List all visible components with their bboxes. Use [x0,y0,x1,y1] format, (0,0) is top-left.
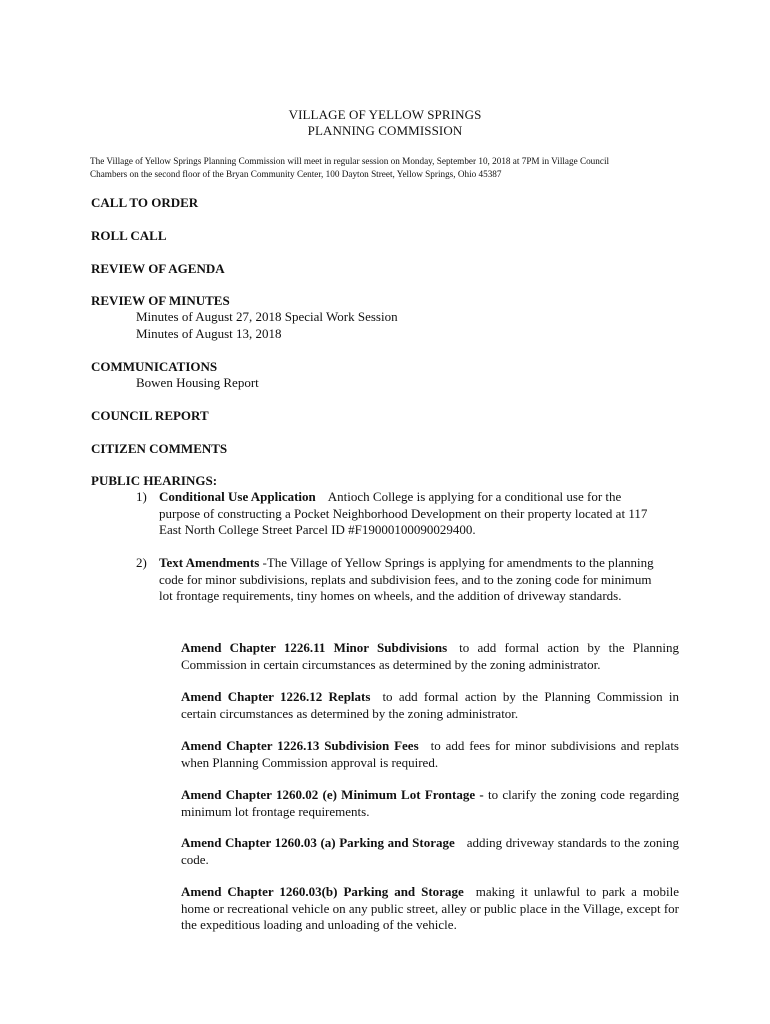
hearing-number: 1) [136,489,147,504]
hearing-title: Text Amendments [159,555,260,570]
document-title: VILLAGE OF YELLOW SPRINGS [288,107,482,122]
hearing-number: 2) [136,555,147,570]
amendment-item [181,738,679,771]
amendment-text: adding driveway standards to the zoning code. [181,835,679,867]
minutes-item: Minutes of August 13, 2018 [136,326,282,341]
section-communications: COMMUNICATIONS [91,359,218,374]
hearing-item [159,489,679,539]
meeting-notice-line-1: The Village of Yellow Springs Planning Commission will meet in regular session on Monday, September 10, 2018 at 7PM in Village Council [90,156,610,166]
amendment-item [181,787,679,820]
section-review-minutes: REVIEW OF MINUTES [91,293,230,308]
amendment-title: Amend Chapter 1260.03(b) Parking and Storage [181,884,464,899]
section-call-to-order: CALL TO ORDER [91,195,199,210]
document-subtitle: PLANNING COMMISSION [307,123,463,138]
amendment-item [181,884,679,934]
section-roll-call: ROLL CALL [91,228,167,243]
hearing-text: code for minor subdivisions, replats and subdivision fees, and to the zoning code for minimum [159,571,652,587]
meeting-notice [90,155,690,181]
amendment-title: Amend Chapter 1226.13 Subdivision Fees [181,738,419,753]
amendment-text: to clarify the zoning code regarding minimum lot frontage requirements. [181,787,680,819]
hearing-text: Antioch College is applying for a conditional use for the [327,489,622,504]
meeting-notice-line-2: Chambers on the second floor of the Bryan Community Center, 100 Dayton Street, Yellow Springs, Ohio 45387 [90,169,502,179]
amendment-title: Amend Chapter 1260.03 (a) Parking and Storage [181,835,455,850]
section-review-agenda: REVIEW OF AGENDA [91,261,225,276]
section-council-report: COUNCIL REPORT [91,408,209,423]
amendment-title: Amend Chapter 1226.11 Minor Subdivisions [181,640,448,655]
amendment-text: to add formal action by the Planning Commission in certain circumstances as determined by the zoning administrator. [181,640,679,672]
amendment-text: making it unlawful to park a mobile home or recreational vehicle on any public street, alley or public place in the Village, except for the expeditious loading and unloading of the vehicle. [181,884,679,932]
hearing-text: lot frontage requirements, tiny homes on wheels, and the addition of driveway standards. [159,588,622,603]
hearing-text: -The Village of Yellow Springs is applying for amendments to the planning [262,555,654,570]
amendment-text: to add fees for minor subdivisions and replats when Planning Commission approval is required. [181,738,679,770]
section-citizen-comments: CITIZEN COMMENTS [91,441,228,456]
amendment-item [181,835,679,868]
amendment-item [181,640,679,673]
minutes-item: Minutes of August 27, 2018 Special Work Session [136,309,398,324]
hearing-text: purpose of constructing a Pocket Neighborhood Development on their property located at 117 [159,505,648,521]
communication-item: Bowen Housing Report [136,375,259,390]
section-public-hearings: PUBLIC HEARINGS: [91,473,218,488]
amendment-title: Amend Chapter 1226.12 Replats [181,689,371,704]
amendment-item [181,689,679,722]
amendment-text: to add formal action by the Planning Commission in certain circumstances as determined by the zoning administrator. [181,689,679,721]
hearing-item [159,555,679,605]
hearing-title: Conditional Use Application [159,489,316,504]
amendment-title: Amend Chapter 1260.02 (e) Minimum Lot Frontage - [181,787,484,802]
hearing-text: East North College Street Parcel ID #F19000100090029400. [159,522,476,537]
